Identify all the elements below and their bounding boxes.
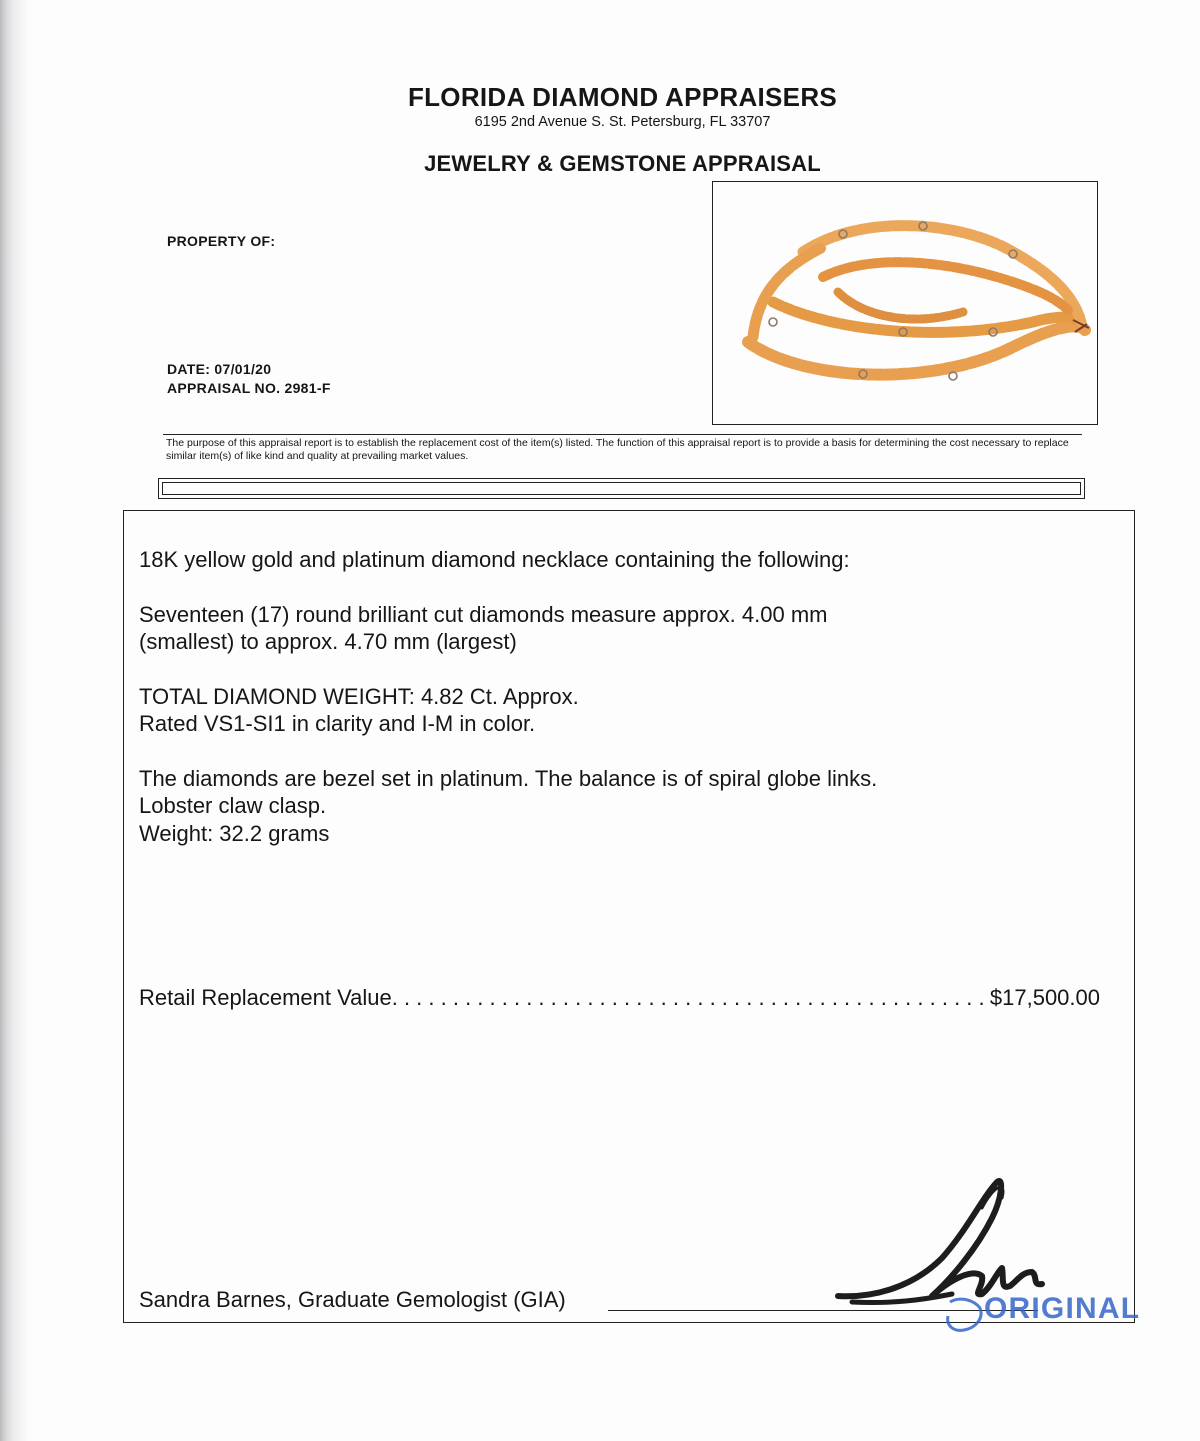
necklace-photo-illustration bbox=[713, 182, 1097, 424]
description-line: Seventeen (17) round brilliant cut diamonds measure approx. 4.00 mm bbox=[139, 602, 828, 627]
value-leader-dots bbox=[392, 985, 990, 1011]
company-address: 6195 2nd Avenue S. St. Petersburg, FL 33707 bbox=[474, 114, 771, 130]
purpose-divider bbox=[163, 434, 1082, 435]
stamp-glyph bbox=[940, 1294, 986, 1336]
description-line: Lobster claw clasp. bbox=[139, 793, 327, 818]
description-line: Rated VS1-SI1 in clarity and I-M in color. bbox=[139, 711, 536, 736]
document-title: JEWELRY & GEMSTONE APPRAISAL bbox=[424, 151, 821, 176]
description-line: Weight: 32.2 grams bbox=[139, 821, 330, 846]
value-amount: $17,500.00 bbox=[989, 985, 1100, 1010]
appraisal-number: APPRAISAL NO. 2981-F bbox=[167, 380, 331, 396]
scan-edge-shadow bbox=[0, 0, 28, 1441]
description-line: (smallest) to approx. 4.70 mm (largest) bbox=[139, 629, 517, 654]
description-line: TOTAL DIAMOND WEIGHT: 4.82 Ct. Approx. bbox=[139, 684, 579, 709]
property-of-label: PROPERTY OF: bbox=[167, 233, 276, 249]
description-line: 18K yellow gold and platinum diamond necklace containing the following: bbox=[139, 547, 850, 572]
description-line: The diamonds are bezel set in platinum. The balance is of spiral globe links. bbox=[139, 766, 878, 791]
appraiser-name: Sandra Barnes, Graduate Gemologist (GIA) bbox=[139, 1287, 566, 1312]
appraisal-date: DATE: 07/01/20 bbox=[167, 361, 272, 377]
value-label: Retail Replacement Value bbox=[139, 985, 392, 1010]
original-stamp: ORIGINAL bbox=[984, 1292, 1141, 1325]
retail-replacement-value-row bbox=[139, 985, 1100, 1011]
purpose-statement: The purpose of this appraisal report is to establish the replacement cost of the item(s) listed. The function of this appraisal report is to provide a basis for determining the cost necessary to replace similar item(s) of like kind and quality at prevailing market values. bbox=[166, 437, 1069, 462]
blank-header-bar-inner bbox=[162, 482, 1081, 495]
item-photo bbox=[712, 181, 1098, 425]
company-name: FLORIDA DIAMOND APPRAISERS bbox=[407, 82, 838, 112]
blank-header-bar bbox=[158, 478, 1085, 499]
